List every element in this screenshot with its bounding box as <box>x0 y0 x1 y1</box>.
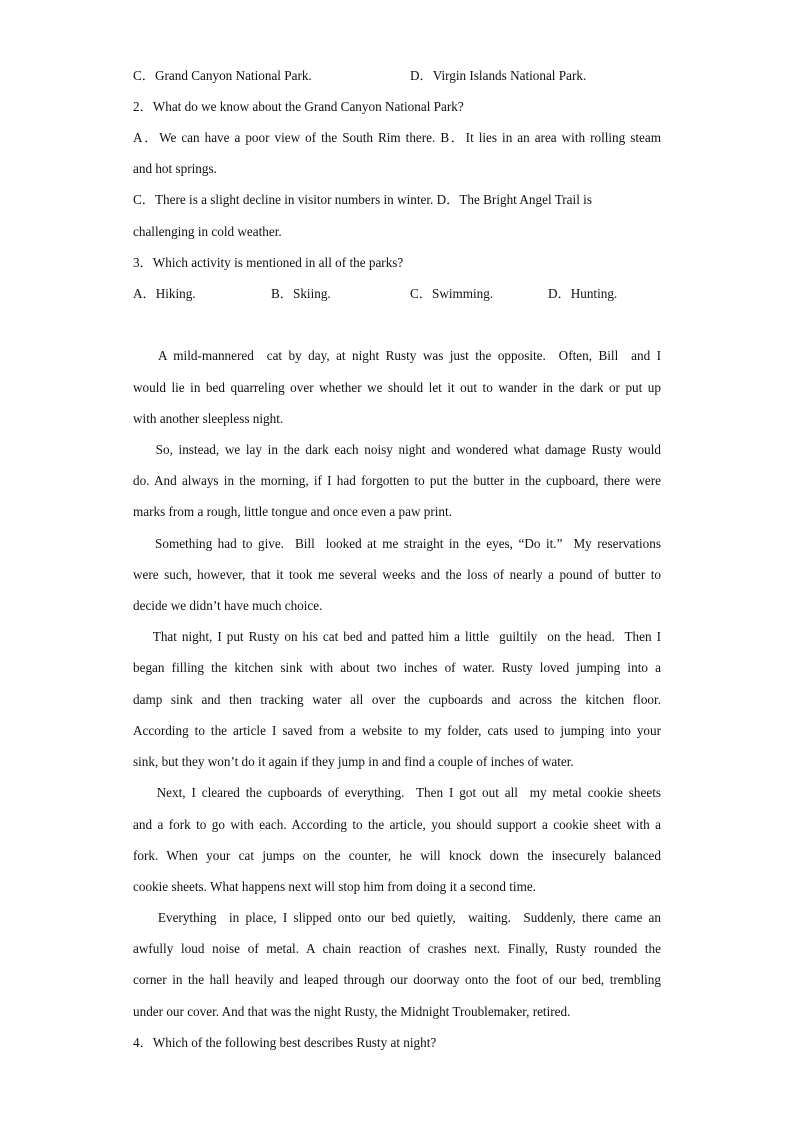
q3-question: 3．Which activity is mentioned in all of the parks? <box>133 255 404 270</box>
passage-p1-line1: A mild-mannered cat by day, at night Rusty was just the opposite. Often, Bill and I <box>133 348 661 363</box>
passage-p6-line2: awfully loud noise of metal. A chain reaction of crashes next. Finally, Rusty rounded the <box>133 941 661 956</box>
passage-p6-line1: Everything in place, I slipped onto our bed quietly, waiting. Suddenly, there came an <box>133 910 661 925</box>
passage-p5-line1: Next, I cleared the cupboards of everything. Then I got out all my metal cookie sheets <box>133 785 661 800</box>
q3-option-b[interactable]: B．Skiing. <box>271 286 331 301</box>
passage-p4-line5: sink, but they won’t do it again if they jump in and find a couple of inches of water. <box>133 754 574 769</box>
q2-question: 2．What do we know about the Grand Canyon National Park? <box>133 99 464 114</box>
passage-p2-line1: So, instead, we lay in the dark each noisy night and wondered what damage Rusty would <box>133 442 661 457</box>
passage-p5-line4: cookie sheets. What happens next will stop him from doing it a second time. <box>133 879 536 894</box>
q1-option-d[interactable]: D．Virgin Islands National Park. <box>410 68 587 83</box>
q3-option-a[interactable]: A．Hiking. <box>133 286 196 301</box>
passage-p4-line4: According to the article I saved from a website to my folder, cats used to jumping into your <box>133 723 661 738</box>
passage-p2-line2: do. And always in the morning, if I had forgotten to put the butter in the cupboard, there were <box>133 473 661 488</box>
passage-p3-line3: decide we didn’t have much choice. <box>133 598 323 613</box>
passage-p3-line2: were such, however, that it took me several weeks and the loss of nearly a pound of butter to <box>133 567 661 582</box>
passage-p1-line3: with another sleepless night. <box>133 411 284 426</box>
q2-options-ab-line1[interactable]: A．We can have a poor view of the South Rim there. B．It lies in an area with rolling steam <box>133 130 661 145</box>
passage-p6-line4: under our cover. And that was the night Rusty, the Midnight Troublemaker, retired. <box>133 1004 571 1019</box>
passage-p4-line1: That night, I put Rusty on his cat bed and patted him a little guiltily on the head. Then I <box>133 629 661 644</box>
q2-options-cd-line1[interactable]: C．There is a slight decline in visitor numbers in winter. D．The Bright Angel Trail is <box>133 192 592 207</box>
passage-p6-line3: corner in the hall heavily and leaped through our doorway onto the foot of our bed, trembling <box>133 972 661 987</box>
q2-options-ab-line2[interactable]: and hot springs. <box>133 161 217 176</box>
passage-p3-line1: Something had to give. Bill looked at me straight in the eyes, “Do it.” My reservations <box>133 536 661 551</box>
passage-p4-line2: began filling the kitchen sink with about two inches of water. Rusty loved jumping into a <box>133 660 661 675</box>
passage-p5-line3: fork. When your cat jumps on the counter, he will knock down the insecurely balanced <box>133 848 661 863</box>
q4-question: 4．Which of the following best describes Rusty at night? <box>133 1035 437 1050</box>
passage-p2-line3: marks from a rough, little tongue and once even a paw print. <box>133 504 452 519</box>
passage-p4-line3: damp sink and then tracking water all over the cupboards and across the kitchen floor. <box>133 692 661 707</box>
passage-p1-line2: would lie in bed quarreling over whether we should let it out to wander in the dark or put up <box>133 380 661 395</box>
q3-option-c[interactable]: C．Swimming. <box>410 286 494 301</box>
passage-p5-line2: and a fork to go with each. According to the article, you should support a cookie sheet with a <box>133 817 661 832</box>
q3-option-d[interactable]: D．Hunting. <box>548 286 618 301</box>
q2-options-cd-line2[interactable]: challenging in cold weather. <box>133 224 282 239</box>
q1-option-c[interactable]: C．Grand Canyon National Park. <box>133 68 312 83</box>
